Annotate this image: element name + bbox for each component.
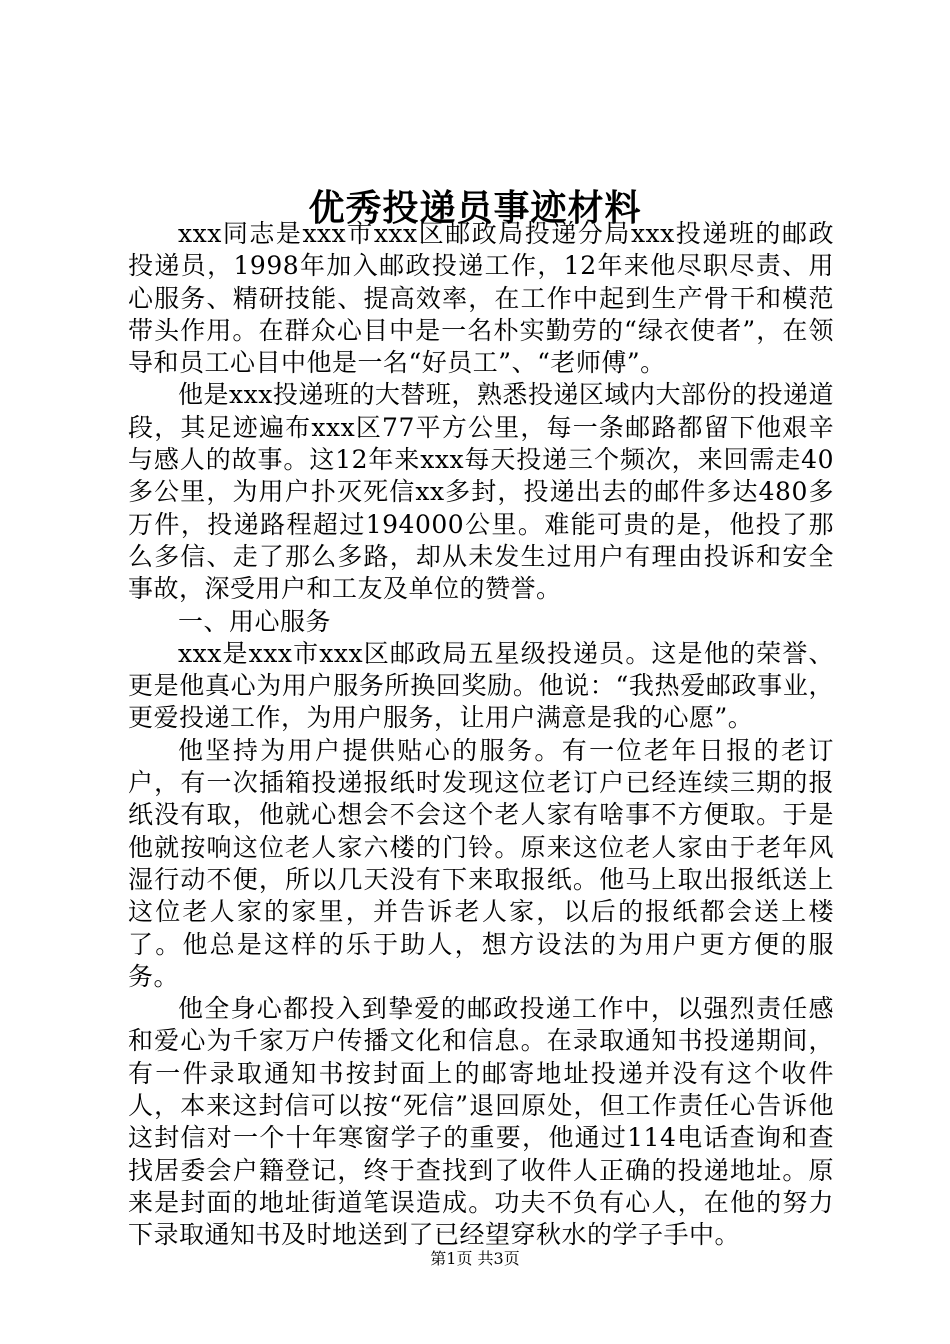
document-title: 优秀投递员事迹材料 (308, 187, 642, 229)
paragraph-admission-letter: 他全身心都投入到挚爱的邮政投递工作中，以强烈责任感和爱心为千家万户传播文化和信息。在录取通知书投递期间，有一件录取通知书按封面上的邮寄地址投递并没有这个收件人，本来这封信可以按“死信”退回原处，但工作责任心告诉他这封信对一个十年寒窗学子的重要，他通过114电话查询和查找居委会户籍登记，终于查找到了收件人正确的投递地址。原来是封面的地址街道笔误造成。功夫不负有心人，在他的努力下录取通知书及时地送到了已经望穿秋水的学子手中。 (128, 994, 834, 1250)
page-number-footer: 第1页 共3页 (430, 1249, 520, 1268)
paragraph-honor: xxx是xxx市xxx区邮政局五星级投递员。这是他的荣誉、更是他真心为用户服务所换回奖励。他说：“我热爱邮政事业，更爱投递工作，为用户服务，让用户满意是我的心愿”。 (128, 638, 834, 733)
paragraph-intro: xxx同志是xxx市xxx区邮政局投递分局xxx投递班的邮政投递员，1998年加入邮政投递工作，12年来他尽职尽责、用心服务、精研技能、提高效率，在工作中起到生产骨干和模范带头作用。在群众心目中是一名朴实勤劳的“绿衣使者”，在领导和员工心目中他是一名“好员工”、“老师傅”。 (128, 219, 834, 378)
paragraph-background: 他是xxx投递班的大替班，熟悉投递区域内大部份的投递道段，其足迹遍布xxx区77平方公里，每一条邮路都留下他艰辛与感人的故事。这12年来xxx每天投递三个频次，来回需走40多公里，为用户扑灭死信xx多封，投递出去的邮件多达480多万件，投递路程超过194000公里。难能可贵的是，他投了那么多信、走了那么多路，却从未发生过用户有理由投诉和安全事故，深受用户和工友及单位的赞誉。 (128, 380, 834, 604)
section-heading-service: 一、用心服务 (178, 606, 332, 636)
paragraph-elderly-subscriber: 他坚持为用户提供贴心的服务。有一位老年日报的老订户，有一次插箱投递报纸时发现这位老订户已经连续三期的报纸没有取，他就心想会不会这个老人家有啥事不方便取。于是他就按响这位老人家六楼的门铃。原来这位老人家由于老年风湿行动不便，所以几天没有下来取报纸。他马上取出报纸送上这位老人家的家里，并告诉老人家，以后的报纸都会送上楼了。他总是这样的乐于助人，想方设法的为用户更方便的服务。 (128, 735, 834, 991)
document-body (128, 218, 834, 1252)
